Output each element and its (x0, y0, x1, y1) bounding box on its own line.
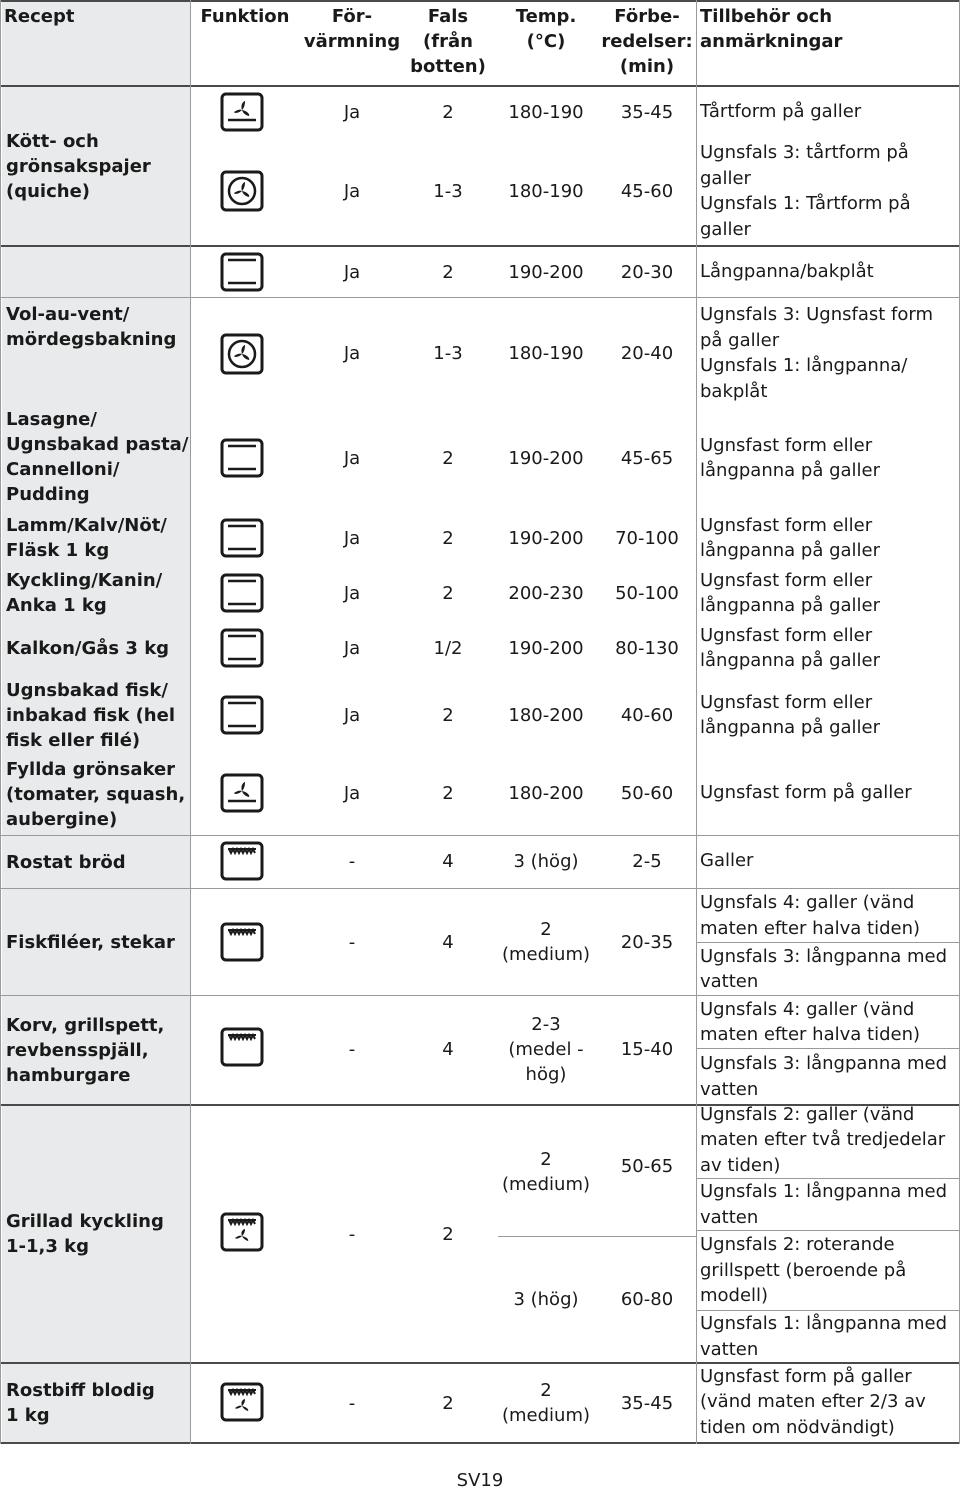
convection-fan-icon (217, 771, 267, 815)
temp-cell: 180-190 (508, 101, 584, 123)
header-funktion: Funktion (200, 6, 290, 27)
time-cell: 50-60 (620, 782, 674, 804)
col-border (190, 0, 191, 1444)
preheat-cell: Ja (343, 261, 361, 283)
shelf-cell: 2 (442, 704, 454, 726)
shelf-cell: 2 (442, 782, 454, 804)
temp-cell: 200-230 (508, 582, 584, 604)
conventional-heat-icon (217, 250, 267, 294)
recipe-name: Fyllda grönsaker (tomater, squash, aubergine) (6, 758, 186, 830)
shelf-cell: 2 (442, 527, 454, 549)
notes-cell: Ugnsfast form eller långpanna på galler (700, 691, 880, 738)
temp-cell: 2-3 (medel - hög) (508, 1013, 584, 1085)
recipe-name: Kalkon/Gås 3 kg (6, 637, 170, 659)
notes-cell: Ugnsfals 4: galler (vänd maten efter halva tiden) (700, 892, 921, 939)
notes-cell: Ugnsfals 4: galler (vänd maten efter halva tiden) (700, 998, 921, 1045)
shelf-cell: 2 (442, 261, 454, 283)
shelf-cell: 1/2 (433, 637, 463, 659)
grill-icon (217, 839, 267, 883)
turbo-grill-icon (217, 1210, 267, 1254)
time-cell: 35-45 (620, 101, 674, 123)
conventional-heat-icon (217, 693, 267, 737)
page-number: SV19 (456, 1470, 504, 1491)
recipe-name: Vol-au-vent/ mördegsbakning (6, 304, 177, 350)
recipe-name: Korv, grillspett, revbensspjäll, hamburgare (6, 1014, 165, 1086)
temp-cell: 190-200 (508, 261, 584, 283)
temp-cell: 2 (medium) (501, 1149, 591, 1195)
temp-cell: 190-200 (508, 447, 584, 469)
temp-cell: 190-200 (508, 527, 584, 549)
time-cell: 20-40 (620, 342, 674, 364)
temp-cell: 3 (hög) (513, 1288, 579, 1310)
shelf-cell: 1-3 (433, 342, 463, 364)
turbo-grill-icon (217, 1380, 267, 1424)
table-border-bottom (0, 1442, 960, 1444)
recipe-name: Kött- och grönsakspajer (quiche) (6, 130, 151, 202)
notes-cell: Ugnsfals 2: roterande grillspett (beroende på modell) (700, 1234, 907, 1307)
shelf-cell: 4 (442, 850, 454, 872)
time-cell: 35-45 (620, 1392, 674, 1414)
notes-cell: Ugnsfals 1: långpanna med vatten (700, 1313, 948, 1360)
time-cell: 80-130 (615, 637, 679, 659)
notes-cell: Ugnsfals 1: långpanna med vatten (700, 1181, 948, 1228)
preheat-cell: - (348, 1392, 356, 1414)
row-separator (0, 245, 960, 247)
preheat-cell: - (348, 1038, 356, 1060)
notes-cell: Ugnsfast form på galler (700, 782, 912, 804)
preheat-cell: - (348, 850, 356, 872)
shelf-cell: 4 (442, 931, 454, 953)
grill-icon (217, 1025, 267, 1069)
notes-cell: Galler (700, 850, 754, 872)
notes-cell: Ugnsfast form eller långpanna på galler (700, 569, 880, 616)
notes-cell: Ugnsfals 3: Ugnsfast form på galler Ugnsfals 1: långpanna/ bakplåt (700, 304, 933, 402)
recipe-name: Lasagne/ Ugnsbakad pasta/ Cannelloni/ Pudding (6, 409, 189, 505)
header-recept: Recept (4, 6, 75, 27)
temp-cell: 180-200 (508, 704, 584, 726)
time-cell: 60-80 (620, 1288, 674, 1310)
time-cell: 20-30 (620, 261, 674, 283)
convection-fan-icon (217, 90, 267, 134)
grill-icon (217, 920, 267, 964)
multilevel-fan-icon (217, 168, 267, 214)
temp-cell: 180-190 (508, 180, 584, 202)
shelf-cell: 2 (442, 1223, 454, 1245)
conventional-heat-icon (217, 436, 267, 480)
preheat-cell: Ja (343, 447, 361, 469)
time-cell: 70-100 (615, 527, 679, 549)
notes-cell: Ugnsfals 3: långpanna med vatten (700, 1053, 948, 1100)
recipe-name: Rostbiff blodig 1 kg (6, 1380, 155, 1426)
multilevel-fan-icon (217, 331, 267, 377)
notes-cell: Ugnsfals 3: långpanna med vatten (700, 945, 948, 992)
preheat-cell: Ja (343, 180, 361, 202)
recipe-name: Fiskfiléer, stekar (6, 931, 175, 953)
shelf-cell: 2 (442, 101, 454, 123)
header-temp: Temp. (°C) (515, 6, 577, 52)
notes-cell: Ugnsfast form på galler (vänd maten efter 2/3 av tiden om nödvändigt) (700, 1365, 926, 1438)
shelf-cell: 2 (442, 447, 454, 469)
recipe-name: Lamm/Kalv/Nöt/ Fläsk 1 kg (6, 515, 167, 561)
recipe-name: Grillad kyckling 1-1,3 kg (6, 1211, 164, 1257)
col-border (0, 0, 1, 1444)
time-cell: 2-5 (632, 850, 662, 872)
shelf-cell: 4 (442, 1038, 454, 1060)
notes-cell: Ugnsfast form eller långpanna på galler (700, 514, 880, 561)
preheat-cell: Ja (343, 101, 361, 123)
time-cell: 40-60 (620, 704, 674, 726)
preheat-cell: Ja (343, 704, 361, 726)
header-forvarmning: För- värmning (303, 6, 401, 52)
preheat-cell: Ja (343, 637, 361, 659)
time-cell: 45-60 (620, 180, 674, 202)
recipe-name: Kyckling/Kanin/ Anka 1 kg (6, 570, 163, 616)
temp-cell: 2 (medium) (501, 919, 591, 965)
temp-cell: 190-200 (508, 637, 584, 659)
preheat-cell: Ja (343, 582, 361, 604)
shelf-cell: 1-3 (433, 180, 463, 202)
notes-cell: Ugnsfals 2: galler (vänd maten efter två tredjedelar av tiden) (700, 1103, 946, 1176)
header-forberedelser: Förbe- redelser: (min) (601, 6, 693, 77)
time-cell: 50-100 (615, 582, 679, 604)
conventional-heat-icon (217, 626, 267, 670)
recipe-name: Rostat bröd (6, 851, 126, 873)
temp-cell: 180-190 (508, 342, 584, 364)
preheat-cell: Ja (343, 527, 361, 549)
shelf-cell: 2 (442, 582, 454, 604)
notes-cell: Tårtform på galler (700, 101, 862, 123)
shelf-cell: 2 (442, 1392, 454, 1414)
time-cell: 50-65 (620, 1155, 674, 1177)
notes-cell: Ugnsfals 3: tårtform på galler Ugnsfals 1: Tårtform på galler (700, 142, 911, 240)
temp-cell: 3 (hög) (513, 850, 579, 872)
preheat-cell: - (348, 931, 356, 953)
preheat-cell: Ja (343, 342, 361, 364)
temp-cell: 180-200 (508, 782, 584, 804)
time-cell: 20-35 (620, 931, 674, 953)
preheat-cell: - (348, 1223, 356, 1245)
conventional-heat-icon (217, 571, 267, 615)
preheat-cell: Ja (343, 782, 361, 804)
temp-cell: 2 (medium) (501, 1380, 591, 1426)
time-cell: 45-65 (620, 447, 674, 469)
header-tillbehor: Tillbehör och anmärkningar (700, 6, 843, 52)
notes-cell: Ugnsfast form eller långpanna på galler (700, 434, 880, 481)
header-fals: Fals (från botten) (410, 6, 486, 77)
conventional-heat-icon (217, 516, 267, 560)
notes-cell: Långpanna/bakplåt (700, 261, 874, 283)
recipe-name: Ugnsbakad fisk/ inbakad fisk (hel fisk eller filé) (6, 679, 175, 751)
table-border-top (0, 0, 960, 2)
notes-cell: Ugnsfast form eller långpanna på galler (700, 624, 880, 671)
time-cell: 15-40 (620, 1038, 674, 1060)
